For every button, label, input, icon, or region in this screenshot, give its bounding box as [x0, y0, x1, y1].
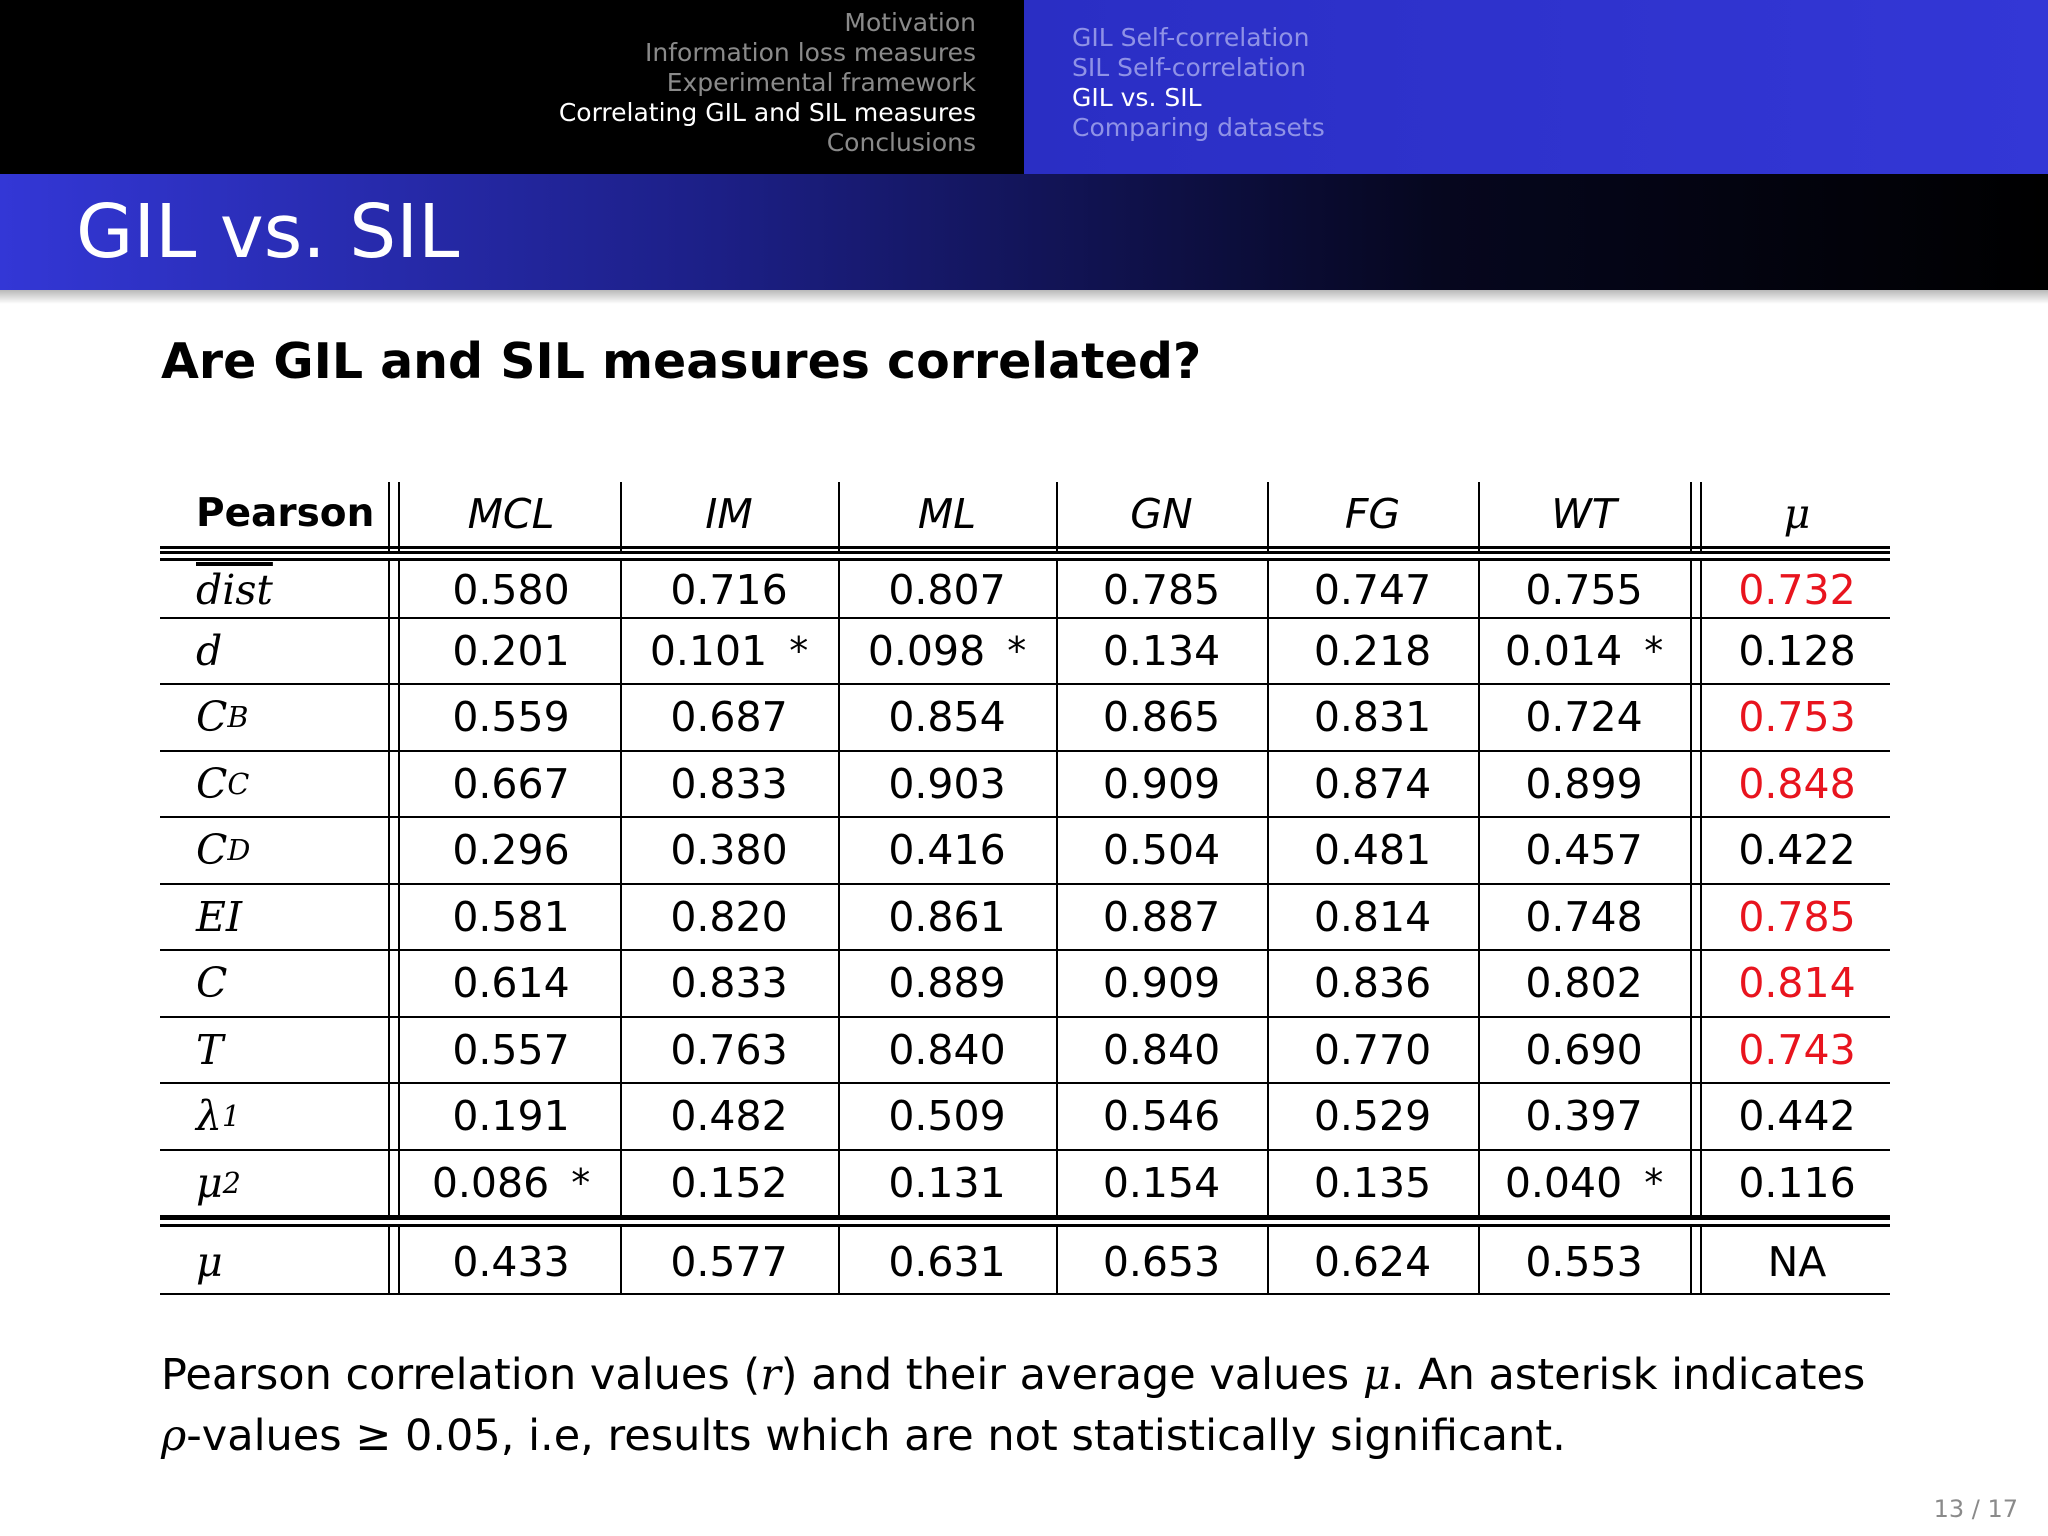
- rule-gap: [397, 1220, 402, 1224]
- rule-gap: [619, 1220, 624, 1224]
- mean-cell-highlight: 0.753: [1738, 693, 1856, 742]
- value-text: 0.135: [1313, 1158, 1432, 1207]
- value-cell: [1056, 1018, 1267, 1083]
- value-cell: [402, 1018, 620, 1083]
- row-label-subscript: D: [227, 833, 251, 868]
- value-text: 0.814: [1313, 892, 1432, 941]
- value-text: 0.581: [452, 892, 570, 941]
- value-text: 0.504: [1102, 826, 1221, 875]
- value-text: 0.747: [1313, 565, 1432, 614]
- table-row: [160, 752, 1890, 819]
- value-cell: [1478, 685, 1690, 750]
- summary-row: [160, 1231, 1890, 1295]
- column-rule: [620, 482, 622, 1295]
- mean-cell-highlight: 0.848: [1738, 759, 1856, 808]
- rule-gap: [837, 554, 842, 558]
- value-cell: [620, 619, 838, 684]
- value-cell: [838, 1084, 1056, 1149]
- value-text: 0.909: [1102, 759, 1221, 808]
- value-text: 0.397: [1525, 1092, 1643, 1141]
- mean-cell: 0.442: [1738, 1092, 1856, 1141]
- value-cell: [620, 1151, 838, 1216]
- significance-asterisk: *: [1644, 628, 1664, 673]
- rule-gap: [1266, 554, 1271, 558]
- value-text: 0.807: [888, 565, 1006, 614]
- caption-part4: -values ≥ 0.05, i.e, results which are not statistically significant.: [186, 1411, 1566, 1461]
- value-cell: [1267, 752, 1478, 817]
- value-cell: [620, 563, 838, 617]
- rule-gap: [397, 554, 402, 558]
- row-label: [160, 563, 388, 617]
- value-cell: [1267, 951, 1478, 1016]
- table-header-row: [160, 482, 1890, 549]
- value-text: 0.770: [1313, 1025, 1432, 1074]
- table-row: [160, 1151, 1890, 1218]
- rule-gap: [1477, 554, 1482, 558]
- nav-subsection-gil-vs-sil[interactable]: GIL vs. SIL: [1072, 83, 1202, 112]
- value-cell: [620, 951, 838, 1016]
- value-text: 0.191: [452, 1092, 570, 1141]
- caption-part1: Pearson correlation values (: [161, 1350, 761, 1400]
- value-cell: [620, 818, 838, 883]
- rule-gap: [1055, 1220, 1060, 1224]
- value-cell: [1267, 685, 1478, 750]
- summary-value: 0.433: [452, 1238, 570, 1286]
- value-text: 0.614: [452, 959, 570, 1008]
- row-label: [160, 619, 388, 684]
- row-label-subscript: B: [227, 700, 249, 735]
- column-rule: [388, 482, 390, 1295]
- value-text: 0.716: [670, 565, 788, 614]
- value-text: 0.529: [1313, 1092, 1432, 1141]
- value-text: 0.580: [452, 565, 570, 614]
- slide-question: Are GIL and SIL measures correlated?: [161, 333, 1202, 390]
- column-header: μ: [1783, 489, 1811, 538]
- value-cell: [1267, 1084, 1478, 1149]
- value-cell: [1478, 563, 1690, 617]
- nav-section-motivation[interactable]: Motivation: [844, 8, 976, 37]
- value-text: 0.098: [867, 626, 986, 675]
- value-cell: [620, 1084, 838, 1149]
- mean-cell-highlight: 0.743: [1738, 1025, 1856, 1074]
- row-label-text: C: [196, 826, 228, 875]
- value-cell: [402, 619, 620, 684]
- value-cell: [1267, 619, 1478, 684]
- significance-asterisk: *: [789, 628, 809, 673]
- significance-asterisk: *: [1644, 1160, 1664, 1205]
- double-rule: [160, 1217, 1890, 1231]
- row-label: [160, 685, 388, 750]
- value-text: 0.481: [1313, 826, 1432, 875]
- value-text: 0.546: [1102, 1092, 1221, 1141]
- value-cell: [1267, 885, 1478, 950]
- rule-gap: [1477, 1220, 1482, 1224]
- value-cell: [1056, 818, 1267, 883]
- value-text: 0.840: [888, 1025, 1006, 1074]
- column-rule: [1690, 482, 1692, 1295]
- value-cell: [402, 1084, 620, 1149]
- value-text: 0.557: [452, 1025, 570, 1074]
- value-text: 0.131: [888, 1158, 1006, 1207]
- summary-mean: NA: [1767, 1238, 1827, 1286]
- value-cell: [1056, 885, 1267, 950]
- value-text: 0.482: [670, 1092, 788, 1141]
- value-cell: [838, 752, 1056, 817]
- mean-cell: 0.116: [1738, 1158, 1856, 1207]
- significance-asterisk: *: [1007, 628, 1027, 673]
- table-caption: [161, 1345, 1921, 1467]
- value-text: 0.785: [1102, 565, 1221, 614]
- mean-cell: 0.422: [1738, 826, 1856, 875]
- value-text: 0.152: [670, 1158, 788, 1207]
- table-row: [160, 1018, 1890, 1085]
- value-text: 0.899: [1525, 759, 1643, 808]
- nav-subsection-comparing[interactable]: Comparing datasets: [1072, 113, 1325, 142]
- value-text: 0.763: [670, 1025, 788, 1074]
- value-text: 0.865: [1102, 693, 1221, 742]
- value-text: 0.457: [1525, 826, 1643, 875]
- value-text: 0.134: [1102, 626, 1221, 675]
- value-text: 0.854: [888, 693, 1006, 742]
- value-text: 0.748: [1525, 892, 1643, 941]
- rule-gap: [1689, 554, 1694, 558]
- row-label: [160, 1151, 388, 1216]
- row-label: [160, 752, 388, 817]
- rule-gap: [1689, 1220, 1694, 1224]
- caption-r: r: [760, 1350, 781, 1400]
- row-label-subscript: 2: [222, 1165, 241, 1200]
- nav-section-conclusions[interactable]: Conclusions: [826, 128, 976, 157]
- column-rule: [838, 482, 840, 1295]
- value-text: 0.833: [670, 759, 788, 808]
- value-text: 0.687: [670, 693, 788, 742]
- value-cell: [1478, 951, 1690, 1016]
- value-cell: [1478, 1084, 1690, 1149]
- summary-value: 0.553: [1525, 1238, 1643, 1286]
- value-cell: [838, 1018, 1056, 1083]
- table-row: [160, 951, 1890, 1018]
- value-cell: [838, 685, 1056, 750]
- summary-label: μ: [196, 1238, 223, 1286]
- value-text: 0.861: [888, 892, 1006, 941]
- column-rule: [1700, 482, 1702, 1295]
- rule-gap: [1699, 1220, 1704, 1224]
- value-text: 0.667: [452, 759, 570, 808]
- value-cell: [838, 619, 1056, 684]
- value-cell: [620, 685, 838, 750]
- caption-rho: ρ: [161, 1411, 187, 1461]
- row-label-text: dist: [196, 565, 273, 614]
- table-row: [160, 563, 1890, 619]
- frame-title: GIL vs. SIL: [76, 189, 460, 275]
- value-cell: [620, 885, 838, 950]
- table-row: [160, 1084, 1890, 1151]
- value-text: 0.154: [1102, 1158, 1221, 1207]
- column-header: MCL: [467, 489, 555, 538]
- value-cell: [1267, 818, 1478, 883]
- column-rule: [398, 482, 400, 1295]
- value-text: 0.509: [888, 1092, 1006, 1141]
- page-number[interactable]: 13 / 17: [1933, 1495, 2018, 1523]
- value-text: 0.903: [888, 759, 1006, 808]
- column-rule: [1056, 482, 1058, 1295]
- mean-cell-highlight: 0.814: [1738, 959, 1856, 1008]
- row-label-subscript: 1: [222, 1099, 241, 1134]
- value-text: 0.690: [1525, 1025, 1643, 1074]
- row-label-text: μ: [196, 1158, 223, 1207]
- value-text: 0.802: [1525, 959, 1643, 1008]
- value-text: 0.040: [1504, 1158, 1623, 1207]
- row-label-text: EI: [196, 892, 243, 941]
- value-cell: [620, 1018, 838, 1083]
- value-text: 0.820: [670, 892, 788, 941]
- significance-asterisk: *: [571, 1160, 591, 1205]
- value-cell: [1478, 818, 1690, 883]
- column-rule: [1478, 482, 1480, 1295]
- summary-value: 0.653: [1102, 1238, 1221, 1286]
- value-cell: [1056, 685, 1267, 750]
- table-row: [160, 818, 1890, 885]
- value-text: 0.887: [1102, 892, 1221, 941]
- caption-part3: . An asterisk indicates: [1390, 1350, 1866, 1400]
- rule-gap: [387, 554, 392, 558]
- value-text: 0.840: [1102, 1025, 1221, 1074]
- value-cell: [1056, 619, 1267, 684]
- value-cell: [838, 563, 1056, 617]
- title-shadow: [0, 290, 2048, 304]
- value-cell: [1267, 1151, 1478, 1216]
- value-cell: [1056, 1084, 1267, 1149]
- value-cell: [1478, 1151, 1690, 1216]
- value-text: 0.755: [1525, 565, 1643, 614]
- rule-gap: [1699, 554, 1704, 558]
- value-text: 0.724: [1525, 693, 1643, 742]
- value-text: 0.833: [670, 959, 788, 1008]
- value-text: 0.201: [452, 626, 570, 675]
- section-navigation: [0, 0, 1024, 174]
- rule-gap: [1055, 554, 1060, 558]
- value-text: 0.909: [1102, 959, 1221, 1008]
- value-cell: [402, 752, 620, 817]
- double-rule: [160, 549, 1890, 563]
- summary-value: 0.631: [888, 1238, 1006, 1286]
- row-label: [160, 1084, 388, 1149]
- nav-subsection-sil-self[interactable]: SIL Self-correlation: [1072, 53, 1306, 82]
- row-label-text: T: [196, 1025, 224, 1074]
- table-row: [160, 885, 1890, 952]
- value-text: 0.416: [888, 826, 1006, 875]
- value-cell: [402, 818, 620, 883]
- value-text: 0.831: [1313, 693, 1432, 742]
- mean-cell-highlight: 0.732: [1738, 565, 1856, 614]
- rule-gap: [619, 554, 624, 558]
- value-cell: [1056, 752, 1267, 817]
- row-label: [160, 818, 388, 883]
- caption-part2: ) and their average values: [780, 1350, 1363, 1400]
- nav-subsection-gil-self[interactable]: GIL Self-correlation: [1072, 23, 1310, 52]
- summary-value: 0.577: [670, 1238, 788, 1286]
- summary-value: 0.624: [1313, 1238, 1432, 1286]
- value-text: 0.559: [452, 693, 570, 742]
- row-label: [160, 951, 388, 1016]
- value-cell: [1056, 1151, 1267, 1216]
- mean-cell: 0.128: [1738, 626, 1856, 675]
- value-cell: [402, 685, 620, 750]
- caption-mu: μ: [1362, 1350, 1391, 1400]
- value-cell: [620, 752, 838, 817]
- value-cell: [402, 951, 620, 1016]
- row-label-text: C: [196, 959, 228, 1008]
- column-header: IM: [705, 489, 753, 538]
- value-cell: [1478, 752, 1690, 817]
- value-cell: [1056, 563, 1267, 617]
- table-corner-label: Pearson: [196, 491, 375, 537]
- pearson-table: [160, 482, 1890, 1295]
- value-text: 0.874: [1313, 759, 1432, 808]
- value-cell: [1267, 1018, 1478, 1083]
- value-cell: [402, 1151, 620, 1216]
- row-label-subscript: C: [227, 766, 250, 801]
- row-label-text: λ: [196, 1092, 222, 1141]
- column-header: FG: [1344, 489, 1401, 538]
- value-cell: [838, 818, 1056, 883]
- row-label-text: C: [196, 759, 228, 808]
- value-text: 0.014: [1504, 626, 1623, 675]
- nav-section-correlating[interactable]: Correlating GIL and SIL measures: [558, 98, 976, 127]
- value-text: 0.101: [649, 626, 768, 675]
- value-cell: [1478, 885, 1690, 950]
- table-row: [160, 685, 1890, 752]
- value-cell: [1478, 619, 1690, 684]
- value-cell: [1267, 563, 1478, 617]
- table-row: [160, 619, 1890, 686]
- column-header: WT: [1551, 489, 1617, 538]
- value-text: 0.086: [431, 1158, 550, 1207]
- value-cell: [1478, 1018, 1690, 1083]
- rule-gap: [1266, 1220, 1271, 1224]
- nav-section-information-loss[interactable]: Information loss measures: [645, 38, 976, 67]
- column-header: GN: [1130, 489, 1193, 538]
- value-cell: [838, 885, 1056, 950]
- value-text: 0.380: [670, 826, 788, 875]
- value-cell: [402, 885, 620, 950]
- value-cell: [838, 1151, 1056, 1216]
- row-label-text: C: [196, 693, 228, 742]
- value-text: 0.836: [1313, 959, 1432, 1008]
- value-text: 0.889: [888, 959, 1006, 1008]
- value-text: 0.218: [1313, 626, 1432, 675]
- column-header: ML: [917, 489, 977, 538]
- subsection-navigation: [1024, 0, 2048, 174]
- row-label: [160, 1018, 388, 1083]
- mean-cell-highlight: 0.785: [1738, 892, 1856, 941]
- row-label: [160, 885, 388, 950]
- value-cell: [838, 951, 1056, 1016]
- rule-gap: [387, 1220, 392, 1224]
- rule-gap: [837, 1220, 842, 1224]
- nav-section-experimental-framework[interactable]: Experimental framework: [666, 68, 976, 97]
- column-rule: [1267, 482, 1269, 1295]
- value-cell: [1056, 951, 1267, 1016]
- row-label-text: d: [196, 626, 223, 675]
- value-cell: [402, 563, 620, 617]
- value-text: 0.296: [452, 826, 570, 875]
